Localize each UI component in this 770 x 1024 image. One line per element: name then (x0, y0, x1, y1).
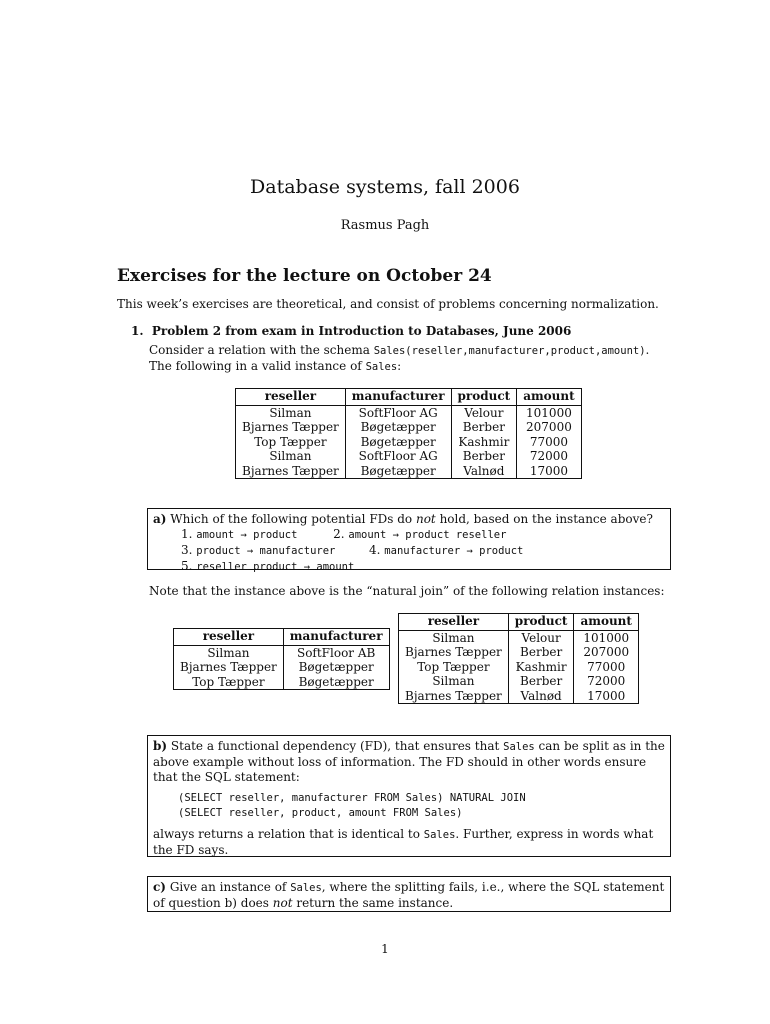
table-cell: Bjarnes Tæpper (180, 660, 277, 674)
sales-table (235, 388, 582, 479)
table-row (236, 405, 582, 420)
col-header: amount (574, 614, 638, 631)
schema-end: . (645, 343, 650, 357)
table-cell: 101000 (574, 630, 638, 645)
table-cell: 17000 (517, 464, 581, 479)
table-row (399, 660, 639, 675)
instance-line (149, 359, 679, 375)
question-text: State a functional dependency (FD), that ensures that (170, 739, 504, 753)
table-row (236, 464, 582, 479)
table-cell: Bøgetæpper (283, 675, 389, 690)
table-cell: 101000 (517, 405, 581, 420)
fd-expression: amount → product reseller (348, 529, 507, 541)
table-cell: 207000 (574, 645, 638, 660)
fd-expression: manufacturer → product (384, 545, 524, 557)
table-row (174, 660, 390, 675)
question-label: b) (153, 739, 168, 753)
table-cell: Silman (207, 645, 250, 660)
table-cell: Silman (269, 405, 312, 420)
inline-code: Sales (503, 741, 535, 753)
table-cell: 77000 (574, 660, 638, 675)
table-cell: Kashmir (508, 660, 574, 675)
table-cell: Silman (432, 630, 475, 645)
problem-heading (131, 324, 571, 339)
col-header: product (508, 614, 574, 631)
table-cell: Bøgetæpper (345, 464, 451, 479)
col-header: reseller (399, 614, 509, 631)
left-header-row (174, 629, 390, 646)
table-cell: Valnød (508, 689, 574, 704)
instance-code: Sales (365, 361, 398, 373)
natural-join-note: Note that the instance above is the “natural join” of the following relation instances: (149, 584, 665, 598)
problem-description (149, 343, 679, 375)
question-text: always returns a relation that is identical to (153, 827, 424, 841)
question-text: , where the splitting fails, i.e., where the SQL statement of question b) does (153, 880, 665, 910)
instance-end: : (397, 359, 402, 373)
table-cell: Berber (451, 420, 517, 435)
table-cell: Velour (508, 630, 574, 645)
col-header: reseller (174, 629, 284, 646)
inline-code: Sales (423, 829, 456, 841)
fd-line-1 (153, 527, 665, 543)
fd-line-2 (153, 543, 665, 559)
intro-paragraph: This week’s exercises are theoretical, and consist of problems concerning normalization. (117, 297, 659, 311)
table-cell: 72000 (574, 674, 638, 689)
table-row (236, 449, 582, 464)
question-c-box (147, 876, 671, 912)
table-cell: Berber (451, 449, 517, 464)
table-cell: Top Tæpper (417, 659, 490, 674)
table-cell: Bjarnes Tæpper (242, 463, 339, 478)
col-header: product (451, 389, 517, 406)
table-cell: Berber (508, 645, 574, 660)
table-cell: Bjarnes Tæpper (405, 645, 502, 659)
inline-code: Sales (290, 882, 322, 894)
table-cell: Velour (451, 405, 517, 420)
reseller-manufacturer-table (173, 628, 390, 690)
table-cell: SoftFloor AG (345, 449, 451, 464)
sql-line: (SELECT reseller, product, amount FROM Sales) (178, 807, 463, 819)
question-text: . Further, express in words what the FD says. (153, 827, 654, 857)
sql-line: (SELECT reseller, manufacturer FROM Sales) NATURAL JOIN (178, 792, 526, 804)
question-c-text (153, 880, 665, 911)
table-cell: Bjarnes Tæpper (405, 688, 502, 703)
col-header: manufacturer (345, 389, 451, 406)
table-cell: Kashmir (451, 435, 517, 450)
fd-line-3 (153, 559, 665, 575)
table-row (399, 630, 639, 645)
table-cell: 77000 (517, 435, 581, 450)
fd-number: 5. (181, 559, 193, 573)
problem-title: Problem 2 from exam in Introduction to Databases, June 2006 (151, 324, 572, 338)
table-row (399, 674, 639, 689)
question-a-text (153, 512, 665, 527)
col-header: manufacturer (283, 629, 389, 646)
question-emphasis: not (415, 512, 436, 526)
schema-code: Sales(reseller,manufacturer,product,amount) (373, 345, 646, 357)
page-number: 1 (381, 942, 389, 956)
author: Rasmus Pagh (340, 218, 430, 233)
question-text: Give an instance of (169, 880, 291, 894)
sales-header-row (236, 389, 582, 406)
fd-expression: amount → product (196, 529, 298, 541)
question-b-followup (153, 827, 665, 858)
question-text: return the same instance. (292, 896, 454, 910)
table-cell: Bøgetæpper (345, 420, 451, 435)
question-text: can be split as in the above example without loss of information. The FD should in other words ensure that the SQL statement: (153, 739, 665, 784)
table-cell: 207000 (517, 420, 581, 435)
table-cell: Silman (269, 449, 312, 463)
fd-expression: product → manufacturer (196, 545, 336, 557)
right-header-row (399, 614, 639, 631)
schema-text: Consider a relation with the schema (149, 343, 374, 357)
question-text: Which of the following potential FDs do (170, 512, 416, 526)
reseller-product-amount-table (398, 613, 639, 704)
table-cell: 72000 (517, 449, 581, 464)
table-row (236, 435, 582, 450)
problem-number: 1. (131, 324, 144, 338)
question-b-text (153, 739, 665, 785)
document-title: Database systems, fall 2006 (250, 176, 520, 198)
table-cell: Silman (432, 674, 475, 688)
table-cell: SoftFloor AG (345, 405, 451, 420)
question-emphasis: not (272, 896, 293, 910)
table-row (399, 645, 639, 660)
table-cell: Bøgetæpper (345, 435, 451, 450)
table-cell: Bjarnes Tæpper (242, 420, 339, 434)
table-cell: Berber (508, 674, 574, 689)
table-row (236, 420, 582, 435)
table-row (399, 689, 639, 704)
question-b-box (147, 735, 671, 857)
question-label: c) (153, 880, 166, 894)
question-a-box (147, 508, 671, 573)
table-cell: Top Tæpper (254, 434, 327, 449)
instance-text: The following in a valid instance of (149, 359, 366, 373)
table-cell: Valnød (451, 464, 517, 479)
sql-statement (153, 791, 665, 821)
table-cell: SoftFloor AB (283, 645, 389, 660)
fd-number: 3. (181, 543, 193, 557)
table-row (174, 645, 390, 660)
question-label: a) (153, 512, 167, 526)
table-cell: Top Tæpper (192, 674, 265, 689)
col-header: reseller (236, 389, 346, 406)
fd-number: 2. (333, 527, 345, 541)
table-cell: Bøgetæpper (283, 660, 389, 675)
fd-number: 4. (369, 543, 381, 557)
fd-expression: reseller product → amount (196, 561, 355, 573)
fd-number: 1. (181, 527, 193, 541)
question-text: hold, based on the instance above? (435, 512, 653, 526)
col-header: amount (517, 389, 581, 406)
table-cell: 17000 (574, 689, 638, 704)
schema-line (149, 343, 679, 359)
table-row (174, 675, 390, 690)
section-title: Exercises for the lecture on October 24 (117, 266, 492, 286)
